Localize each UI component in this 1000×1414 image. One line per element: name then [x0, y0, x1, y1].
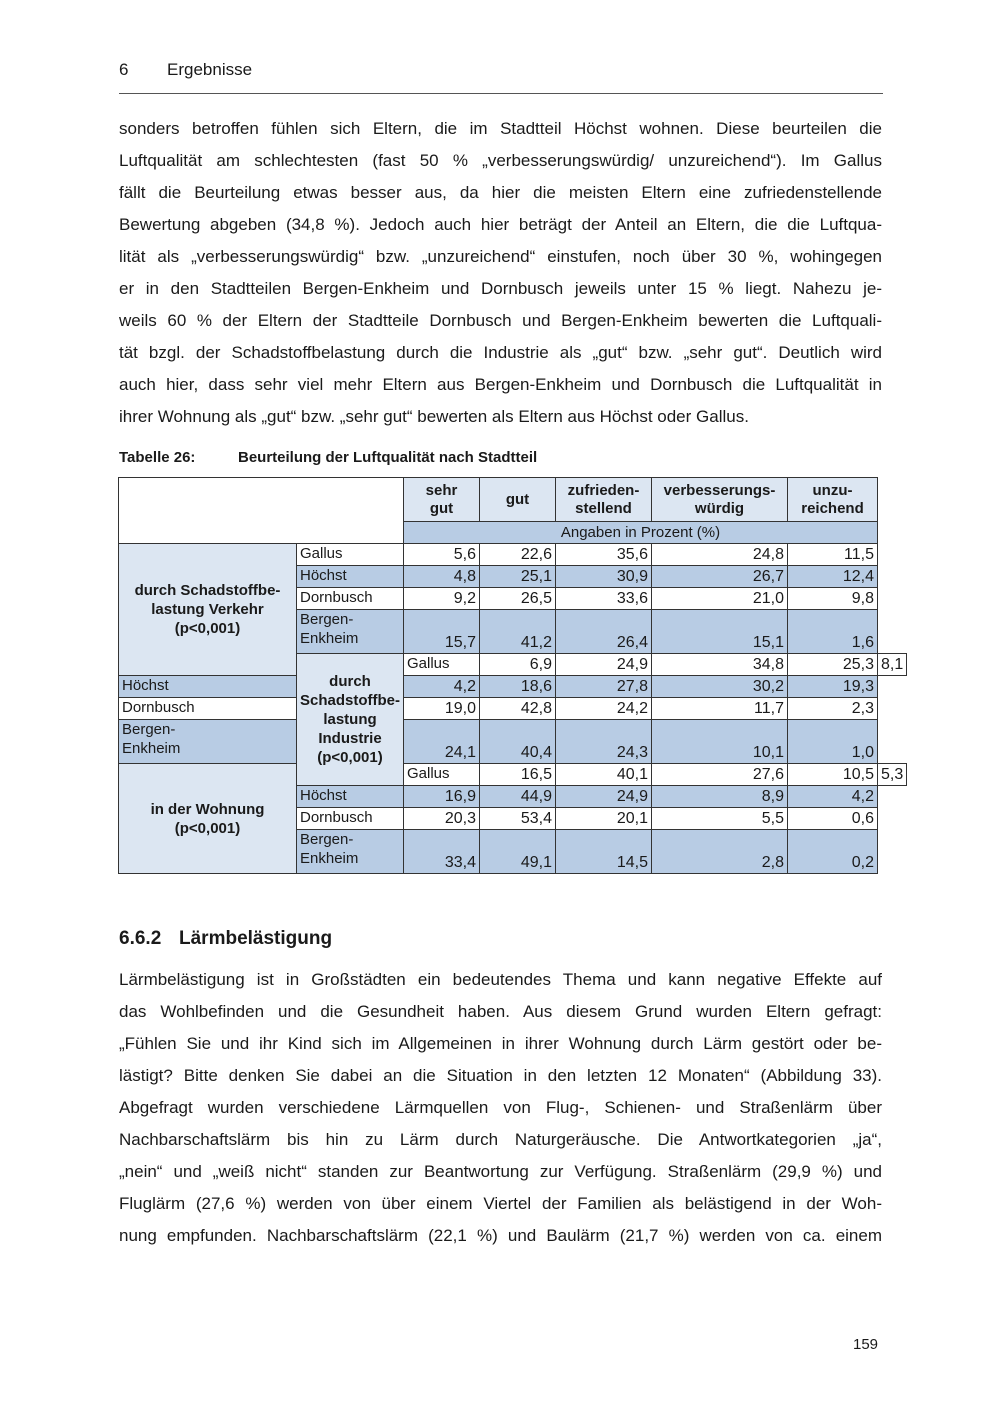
district-cell: Bergen- Enkheim — [297, 610, 404, 654]
text-line: „Fühlen Sie und ihr Kind sich im Allgemeinen in ihrer Wohnung durch Lärm gestört oder be- — [119, 1034, 882, 1053]
text-line: lästigt? Bitte denken Sie dabei an die Situation in den letzten 12 Monaten“ (Abbildung 33). — [119, 1066, 882, 1085]
text-line: auch hier, dass sehr viel mehr Eltern aus Bergen-Enkheim und Dornbusch die Luftqualität in — [119, 375, 882, 394]
text-line: er in den Stadtteilen Bergen-Enkheim und Dornbusch jeweils unter 15 % liegt. Nahezu je- — [119, 279, 882, 298]
value-cell: 21,0 — [652, 588, 788, 610]
table-row — [119, 720, 907, 764]
value-cell: 20,1 — [556, 808, 652, 830]
district-cell: Dornbusch — [297, 808, 404, 830]
column-header: verbesserungs- würdig — [652, 478, 788, 522]
district-cell: Bergen- Enkheim — [119, 720, 297, 764]
value-cell: 25,1 — [480, 566, 556, 588]
text-line: lität als „verbesserungswürdig“ bzw. „unzureichend“ einstufen, noch über 30 %, wohingegen — [119, 247, 882, 266]
value-cell: 11,7 — [652, 698, 788, 720]
value-cell: 24,3 — [556, 720, 652, 764]
value-cell: 15,1 — [652, 610, 788, 654]
column-header: gut — [480, 478, 556, 522]
value-cell: 16,5 — [480, 764, 556, 786]
table-caption-title: Beurteilung der Luftqualität nach Stadtteil — [238, 449, 538, 466]
column-header: unzu- reichend — [788, 478, 878, 522]
text-line: das Wohlbefinden und die Gesundheit haben. Aus diesem Grund wurden Eltern gefragt: — [119, 1002, 882, 1021]
value-cell: 6,9 — [480, 654, 556, 676]
value-cell: 26,4 — [556, 610, 652, 654]
text-line: Luftqualität am schlechtesten (fast 50 % „verbesserungswürdig/ unzureichend“). Im Gallus — [119, 151, 882, 170]
value-cell: 0,2 — [788, 830, 878, 874]
value-cell: 1,6 — [788, 610, 878, 654]
district-cell: Bergen- Enkheim — [297, 830, 404, 874]
value-cell: 40,4 — [480, 720, 556, 764]
value-cell: 2,3 — [788, 698, 878, 720]
value-cell: 53,4 — [480, 808, 556, 830]
page-number: 159 — [853, 1336, 879, 1353]
table-row — [119, 676, 907, 698]
value-cell: 30,2 — [652, 676, 788, 698]
value-cell: 24,9 — [556, 786, 652, 808]
value-cell: 1,0 — [788, 720, 878, 764]
paragraph-air-quality — [119, 113, 882, 433]
value-cell: 24,2 — [556, 698, 652, 720]
paragraph-noise — [119, 964, 882, 1252]
text-line: Nachbarschaftslärm bis hin zu Lärm durch Naturgeräusche. Die Antwortkategorien „ja“, — [119, 1130, 882, 1149]
value-cell: 42,8 — [480, 698, 556, 720]
value-cell: 44,9 — [480, 786, 556, 808]
district-cell: Höchst — [297, 566, 404, 588]
table-caption — [119, 449, 537, 466]
value-cell: 4,8 — [404, 566, 480, 588]
district-cell: Höchst — [297, 786, 404, 808]
value-cell: 5,6 — [404, 544, 480, 566]
value-cell: 19,3 — [788, 676, 878, 698]
district-cell: Dornbusch — [297, 588, 404, 610]
value-cell: 5,3 — [878, 764, 907, 786]
text-line: weils 60 % der Eltern der Stadtteile Dornbusch und Bergen-Enkheim bewerten die Luftquali- — [119, 311, 882, 330]
district-cell: Gallus — [404, 764, 480, 786]
value-cell: 49,1 — [480, 830, 556, 874]
value-cell: 27,8 — [556, 676, 652, 698]
air-quality-table — [118, 477, 907, 874]
value-cell: 15,7 — [404, 610, 480, 654]
value-cell: 25,3 — [788, 654, 878, 676]
value-cell: 18,6 — [480, 676, 556, 698]
group-label: durch Schadstoffbe- lastung Verkehr (p<0,001) — [119, 544, 297, 676]
district-cell: Gallus — [404, 654, 480, 676]
value-cell: 40,1 — [556, 764, 652, 786]
value-cell: 16,9 — [404, 786, 480, 808]
value-cell: 4,2 — [404, 676, 480, 698]
value-cell: 12,4 — [788, 566, 878, 588]
column-header: zufrieden- stellend — [556, 478, 652, 522]
text-line: ihrer Wohnung als „gut“ bzw. „sehr gut“ bewerten als Eltern aus Höchst oder Gallus. — [119, 407, 749, 426]
value-cell: 2,8 — [652, 830, 788, 874]
value-cell: 0,6 — [788, 808, 878, 830]
value-cell: 24,8 — [652, 544, 788, 566]
text-line: sonders betroffen fühlen sich Eltern, die im Stadtteil Höchst wohnen. Diese beurteilen die — [119, 119, 882, 138]
section-title: Lärmbelästigung — [179, 928, 333, 949]
value-cell: 34,8 — [652, 654, 788, 676]
chapter-title: Ergebnisse — [167, 60, 253, 79]
value-cell: 20,3 — [404, 808, 480, 830]
value-cell: 10,1 — [652, 720, 788, 764]
value-cell: 30,9 — [556, 566, 652, 588]
value-cell: 10,5 — [788, 764, 878, 786]
text-line: Abgefragt wurden verschiedene Lärmquellen von Flug-, Schienen- und Straßenlärm über — [119, 1098, 882, 1117]
chapter-number: 6 — [119, 60, 129, 79]
section-heading — [119, 928, 332, 950]
value-cell: 24,9 — [556, 654, 652, 676]
table-row — [119, 698, 907, 720]
unit-row: Angaben in Prozent (%) — [404, 522, 878, 544]
value-cell: 19,0 — [404, 698, 480, 720]
section-number: 6.6.2 — [119, 928, 162, 949]
text-line: Fluglärm (27,6 %) werden von über einem Viertel der Familien als belästigend in der Woh- — [119, 1194, 882, 1213]
group-label: in der Wohnung (p<0,001) — [119, 764, 297, 874]
value-cell: 24,1 — [404, 720, 480, 764]
value-cell: 8,9 — [652, 786, 788, 808]
district-cell: Höchst — [119, 676, 297, 698]
value-cell: 41,2 — [480, 610, 556, 654]
group-label: durch Schadstoffbe- lastung Industrie (p<0,001) — [297, 654, 404, 786]
value-cell: 33,6 — [556, 588, 652, 610]
table-corner — [119, 478, 404, 544]
value-cell: 27,6 — [652, 764, 788, 786]
value-cell: 26,5 — [480, 588, 556, 610]
value-cell: 11,5 — [788, 544, 878, 566]
value-cell: 9,8 — [788, 588, 878, 610]
district-cell: Gallus — [297, 544, 404, 566]
running-head — [119, 58, 883, 94]
text-line: Bewertung abgeben (34,8 %). Jedoch auch hier beträgt der Anteil an Eltern, die die Luftqua- — [119, 215, 882, 234]
text-line: tät bzgl. der Schadstoffbelastung durch die Industrie als „gut“ bzw. „sehr gut“. Deutlich wird — [119, 343, 882, 362]
value-cell: 35,6 — [556, 544, 652, 566]
text-line: fällt die Beurteilung etwas besser aus, da hier die meisten Eltern eine zufriedenstellende — [119, 183, 882, 202]
value-cell: 22,6 — [480, 544, 556, 566]
value-cell: 8,1 — [878, 654, 907, 676]
text-line: „nein“ und „weiß nicht“ standen zur Beantwortung zur Verfügung. Straßenlärm (29,9 %) und — [119, 1162, 882, 1181]
district-cell: Dornbusch — [119, 698, 297, 720]
value-cell: 4,2 — [788, 786, 878, 808]
value-cell: 14,5 — [556, 830, 652, 874]
value-cell: 26,7 — [652, 566, 788, 588]
value-cell: 9,2 — [404, 588, 480, 610]
table-caption-label: Tabelle 26: — [119, 449, 196, 466]
value-cell: 33,4 — [404, 830, 480, 874]
column-header: sehr gut — [404, 478, 480, 522]
text-line: Lärmbelästigung ist in Großstädten ein bedeutendes Thema und kann negative Effekte auf — [119, 970, 882, 989]
text-line: nung empfunden. Nachbarschaftslärm (22,1 %) und Baulärm (21,7 %) werden von ca. einem — [119, 1226, 882, 1245]
value-cell: 5,5 — [652, 808, 788, 830]
